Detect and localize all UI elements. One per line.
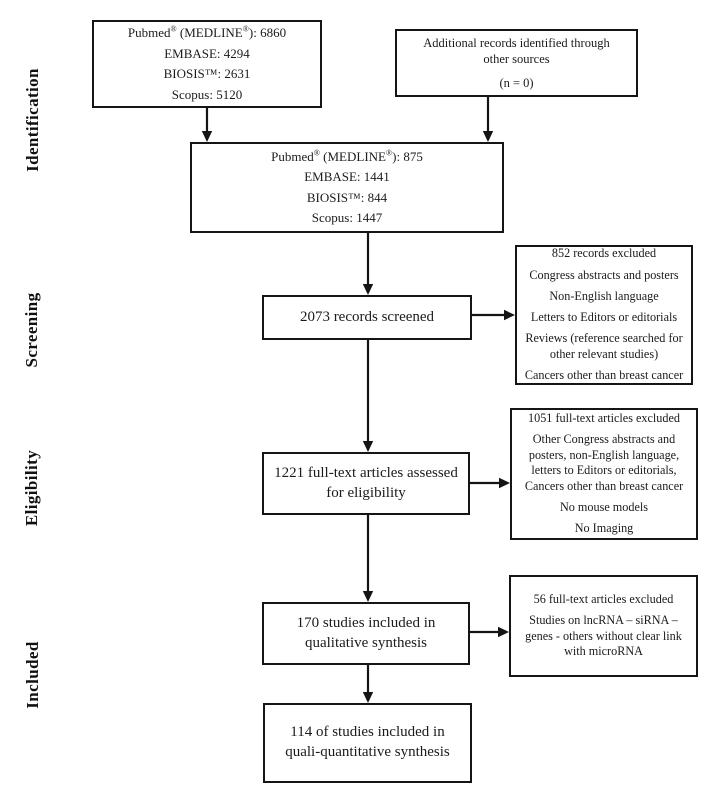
arrow-qualitative-to-quantitative: [363, 665, 373, 703]
box-line: Non-English language: [549, 288, 659, 303]
box-line: Other Congress abstracts and posters, non-English language, letters to Editors or editorials, Cancers other than breast cancer: [524, 432, 684, 494]
stage-label-eligibility: Eligibility: [22, 449, 41, 527]
stage-label-screening: Screening: [22, 292, 41, 368]
stage-label-identification: Identification: [23, 68, 42, 172]
box-line: Pubmed® (MEDLINE®): 6860: [127, 24, 287, 40]
arrow-records-to-excluded: [472, 310, 515, 320]
box-fulltext-excluded: [510, 408, 698, 540]
arrow-additional-to-screened: [483, 97, 493, 142]
box-line: No Imaging: [574, 521, 634, 536]
box-line: Cancers other than breast cancer: [524, 368, 684, 383]
box-line: Letters to Editors or editorials: [530, 310, 678, 324]
box-fulltext-assessed: 1221 full-text articles assessed for eligibility: [262, 452, 470, 515]
box-line: Reviews (reference searched for other relevant studies): [525, 331, 683, 361]
arrow-records-to-fulltext: [363, 340, 373, 452]
box-databases-identified: [92, 20, 322, 108]
box-additional-records: [395, 29, 638, 97]
box-line: (n = 0): [499, 76, 534, 90]
box-line: Scopus: 5120: [171, 86, 243, 102]
arrow-databases-to-screened: [202, 108, 212, 142]
arrow-fulltext-to-qualitative: [363, 515, 373, 602]
box-databases-screened: [190, 142, 504, 233]
box-line: 56 full-text articles excluded: [533, 591, 674, 606]
box-line: Additional records identified through other sources: [423, 36, 610, 66]
box-line: Scopus: 1447: [311, 210, 383, 225]
box-records-excluded: [515, 245, 693, 385]
box-56-articles-excluded: [509, 575, 698, 677]
box-line: Pubmed® (MEDLINE®): 875: [271, 148, 423, 164]
arrow-fulltext-to-excluded: [470, 478, 510, 488]
box-line: Congress abstracts and posters: [529, 267, 679, 282]
arrow-qualitative-to-excluded: [470, 627, 509, 637]
box-line: 852 records excluded: [551, 246, 657, 261]
box-quantitative-synthesis: 114 of studies included in quali-quantitative synthesis: [263, 703, 472, 783]
arrow-screened-to-records: [363, 233, 373, 295]
box-line: 1051 full-text articles excluded: [528, 410, 680, 425]
box-line: BIOSIS™: 844: [306, 189, 388, 205]
stage-label-included: Included: [23, 641, 42, 709]
box-records-screened: 2073 records screened: [262, 295, 472, 340]
box-line: EMBASE: 4294: [164, 45, 250, 61]
box-line: Studies on lncRNA – siRNA – genes - others without clear link with microRNA: [525, 613, 682, 659]
box-line: No mouse models: [559, 500, 648, 515]
box-line: BIOSIS™: 2631: [163, 66, 251, 81]
box-qualitative-synthesis: 170 studies included in qualitative synthesis: [262, 602, 470, 665]
box-line: EMBASE: 1441: [304, 169, 390, 184]
